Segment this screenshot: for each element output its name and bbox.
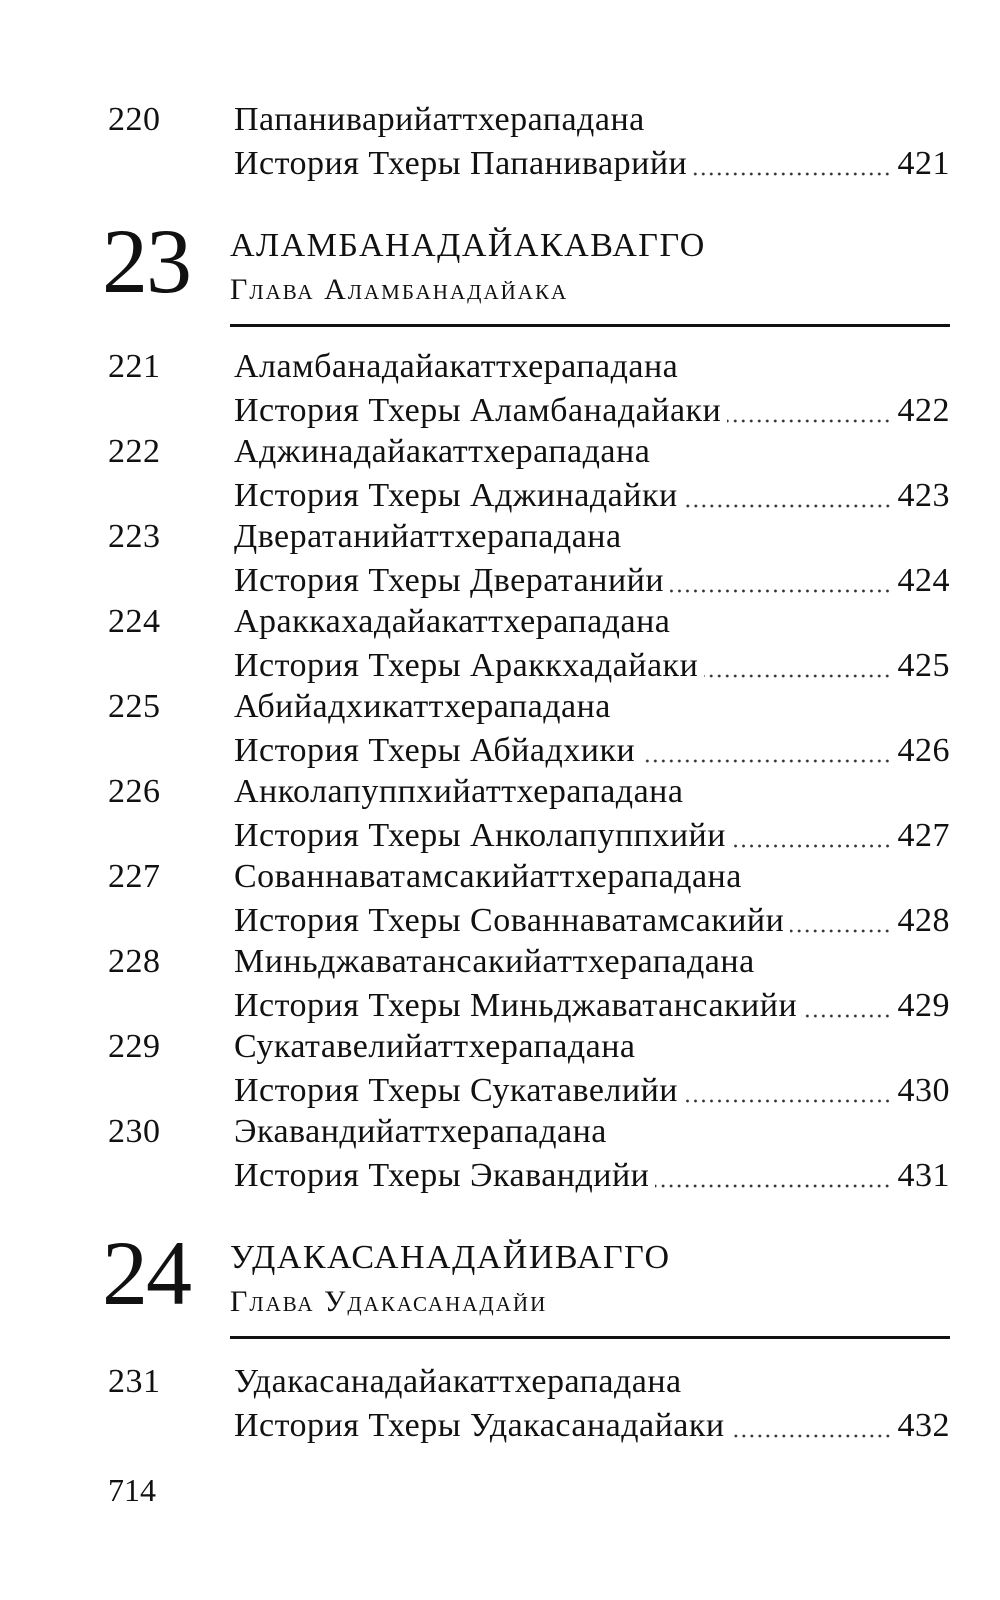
toc-entry bbox=[108, 940, 950, 1028]
entry-page-number: 430 bbox=[897, 1072, 950, 1109]
entry-pali-title: Сованнаватамсакийаттхерападана bbox=[234, 858, 742, 895]
chapter-number: 23 bbox=[102, 210, 190, 312]
entry-pali-title: Сукатавелийаттхерападана bbox=[234, 1028, 636, 1065]
entry-page-number: 426 bbox=[897, 732, 950, 769]
toc-entry bbox=[108, 1025, 950, 1113]
chapter-heading bbox=[102, 210, 950, 330]
entry-pali-title: Папаниварийаттхерападана bbox=[234, 101, 645, 138]
entry-page-number: 428 bbox=[897, 902, 950, 939]
dot-leader bbox=[670, 588, 891, 594]
toc-entry bbox=[108, 770, 950, 858]
entry-subtitle-line bbox=[234, 729, 950, 773]
entry-subtitle-line bbox=[234, 899, 950, 943]
chapter-rule bbox=[230, 1336, 950, 1339]
dot-leader bbox=[704, 673, 891, 679]
entry-page-number: 421 bbox=[897, 145, 950, 182]
entry-number: 221 bbox=[108, 348, 161, 385]
entry-russian-title: История Тхеры Сованнаватамсакийи bbox=[234, 902, 785, 939]
entry-subtitle-line bbox=[234, 1069, 950, 1113]
entry-russian-title: История Тхеры Абйадхики bbox=[234, 732, 636, 769]
entry-number: 231 bbox=[108, 1363, 161, 1400]
entry-subtitle-line bbox=[234, 142, 950, 186]
entry-russian-title: История Тхеры Двератанийи bbox=[234, 562, 665, 599]
entry-subtitle-line bbox=[234, 644, 950, 688]
toc-entry bbox=[108, 685, 950, 773]
dot-leader bbox=[693, 171, 891, 177]
chapter-number: 24 bbox=[102, 1222, 190, 1324]
entry-page-number: 422 bbox=[897, 392, 950, 429]
entry-russian-title: История Тхеры Аджинадайки bbox=[234, 477, 678, 514]
toc-entry bbox=[108, 515, 950, 603]
entry-page-number: 432 bbox=[897, 1407, 950, 1444]
dot-leader bbox=[655, 1183, 891, 1189]
entry-number: 230 bbox=[108, 1113, 161, 1150]
entry-pali-title: Двератанийаттхерападана bbox=[234, 518, 622, 555]
toc-entry bbox=[108, 600, 950, 688]
entry-russian-title: История Тхеры Удакасанадайаки bbox=[234, 1407, 725, 1444]
entry-pali-title: Аджинадайакаттхерападана bbox=[234, 433, 651, 470]
entry-pali-title: Араккахадайакаттхерападана bbox=[234, 603, 671, 640]
chapter-title: УДАКАСАНАДАЙИВАГГО bbox=[230, 1239, 671, 1276]
entry-page-number: 431 bbox=[897, 1157, 950, 1194]
entry-subtitle-line bbox=[234, 559, 950, 603]
dot-leader bbox=[790, 928, 891, 934]
entry-subtitle-line bbox=[234, 389, 950, 433]
entry-russian-title: История Тхеры Папаниварийи bbox=[234, 145, 688, 182]
entry-number: 224 bbox=[108, 603, 161, 640]
dot-leader bbox=[727, 418, 891, 424]
entry-page-number: 424 bbox=[897, 562, 950, 599]
entry-page-number: 425 bbox=[897, 647, 950, 684]
toc-entry bbox=[108, 1110, 950, 1198]
entry-russian-title: История Тхеры Анколапуппхийи bbox=[234, 817, 726, 854]
entry-subtitle-line bbox=[234, 1154, 950, 1198]
entry-subtitle-line bbox=[234, 1404, 950, 1448]
chapter-subtitle: Глава Удакасанадайи bbox=[230, 1285, 548, 1318]
chapter-title: АЛАМБАНАДАЙАКАВАГГО bbox=[230, 227, 706, 264]
entry-number: 229 bbox=[108, 1028, 161, 1065]
chapter-rule bbox=[230, 324, 950, 327]
entry-subtitle-line bbox=[234, 474, 950, 518]
dot-leader bbox=[641, 758, 891, 764]
entry-page-number: 423 bbox=[897, 477, 950, 514]
entry-number: 222 bbox=[108, 433, 161, 470]
dot-leader bbox=[684, 1098, 892, 1104]
entry-subtitle-line bbox=[234, 984, 950, 1028]
page-folio-number: 714 bbox=[108, 1472, 156, 1508]
entry-pali-title: Экавандийаттхерападана bbox=[234, 1113, 607, 1150]
toc-entry bbox=[108, 345, 950, 433]
toc-entry bbox=[108, 98, 950, 186]
entry-page-number: 427 bbox=[897, 817, 950, 854]
entry-pali-title: Миньджаватансакийаттхерападана bbox=[234, 943, 755, 980]
entry-russian-title: История Тхеры Араккхадайаки bbox=[234, 647, 699, 684]
entry-pali-title: Анколапуппхийаттхерападана bbox=[234, 773, 684, 810]
entry-pali-title: Абийадхикаттхерападана bbox=[234, 688, 611, 725]
chapter-heading bbox=[102, 1222, 950, 1342]
entry-pali-title: Удакасанадайакаттхерападана bbox=[234, 1363, 682, 1400]
dot-leader bbox=[731, 1433, 892, 1439]
entry-number: 228 bbox=[108, 943, 161, 980]
toc-entry bbox=[108, 1360, 950, 1448]
entry-russian-title: История Тхеры Сукатавелийи bbox=[234, 1072, 678, 1109]
entry-subtitle-line bbox=[234, 814, 950, 858]
toc-entry bbox=[108, 430, 950, 518]
entry-number: 226 bbox=[108, 773, 161, 810]
entry-russian-title: История Тхеры Аламбанадайаки bbox=[234, 392, 722, 429]
entry-number: 223 bbox=[108, 518, 161, 555]
toc-entry bbox=[108, 855, 950, 943]
dot-leader bbox=[684, 503, 892, 509]
entry-number: 227 bbox=[108, 858, 161, 895]
entry-russian-title: История Тхеры Миньджаватансакийи bbox=[234, 987, 798, 1024]
entry-pali-title: Аламбанадайакаттхерападана bbox=[234, 348, 679, 385]
entry-page-number: 429 bbox=[897, 987, 950, 1024]
chapter-subtitle: Глава Аламбанадайака bbox=[230, 273, 569, 306]
entry-number: 220 bbox=[108, 101, 161, 138]
entry-russian-title: История Тхеры Экавандийи bbox=[234, 1157, 650, 1194]
dot-leader bbox=[732, 843, 892, 849]
entry-number: 225 bbox=[108, 688, 161, 725]
dot-leader bbox=[803, 1013, 891, 1019]
